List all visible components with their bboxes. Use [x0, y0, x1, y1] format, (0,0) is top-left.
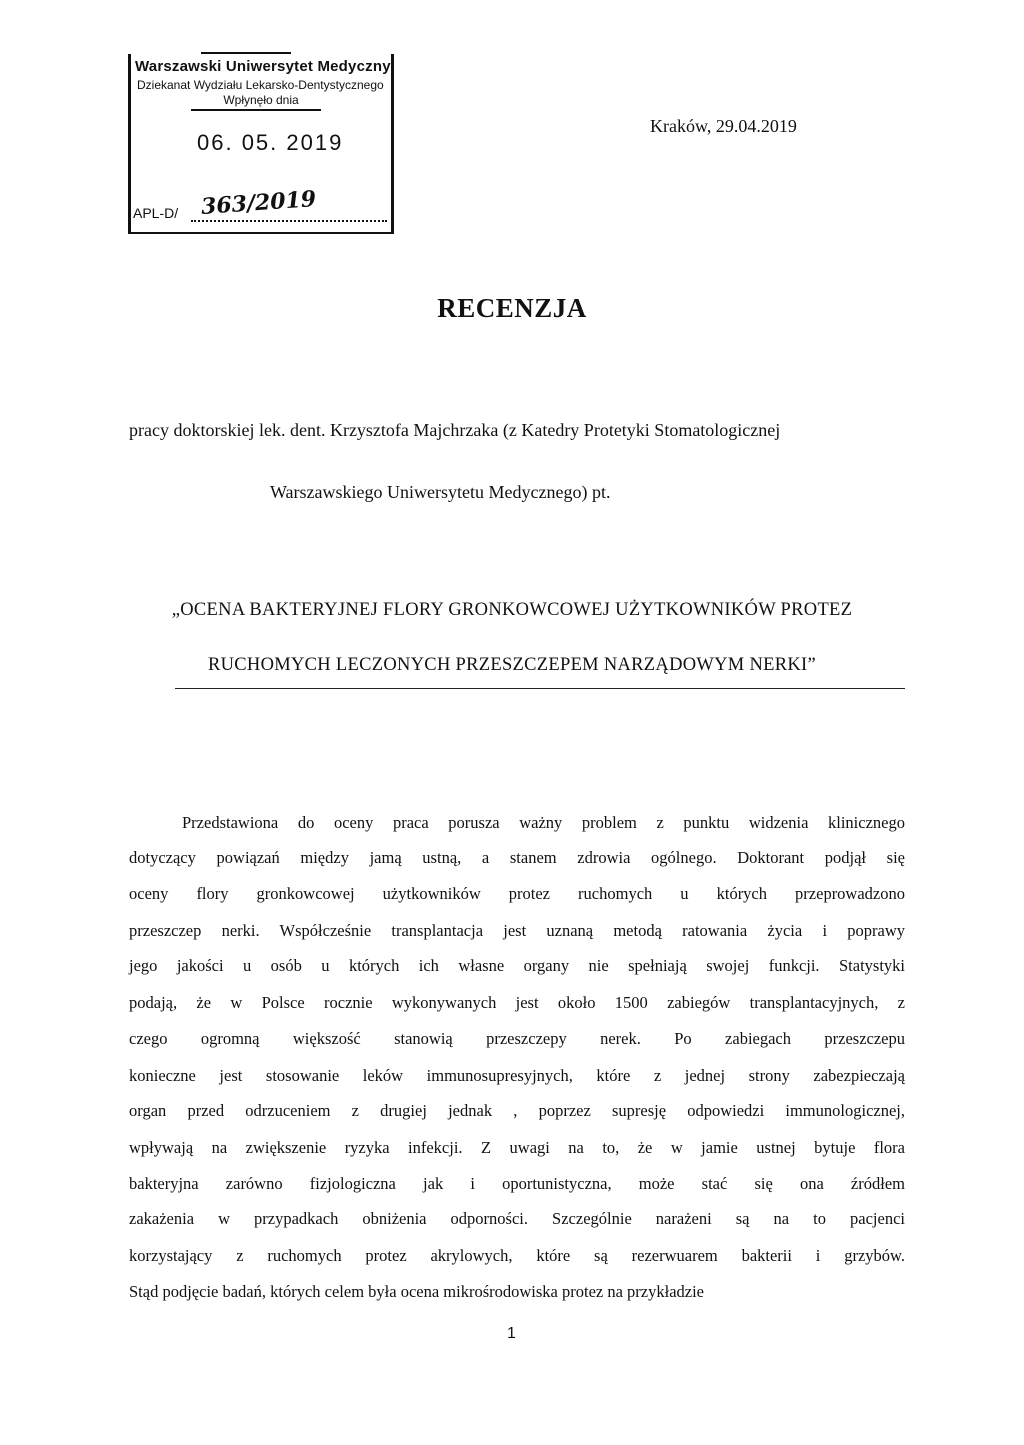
stamp-apl-label: APL-D/ [133, 205, 179, 221]
subtitle-line-1: pracy doktorskiej lek. dent. Krzysztofa Majchrzaka (z Katedry Protetyki Stomatologicznej [129, 420, 781, 440]
stamp-university: Warszawski Uniwersytet Medyczny [135, 58, 391, 75]
stamp-rule [191, 109, 321, 111]
body-line: oceny flory gronkowcowej użytkowników protez ruchomych u których przeprowadzono [129, 884, 905, 903]
document-title: RECENZJA [437, 293, 587, 323]
page-number: 1 [507, 1325, 516, 1342]
stamp-received-label: Wpłynęło dnia [223, 93, 299, 107]
body-line: korzystający z ruchomych protez akrylowych, które są rezerwuarem bakterii i grzybów. [129, 1246, 905, 1265]
stamp-top-rule [201, 52, 291, 54]
body-line: Przedstawiona do oceny praca porusza ważny problem z punktu widzenia klinicznego [182, 813, 905, 832]
stamp-faculty: Dziekanat Wydziału Lekarsko-Dentystycznego [137, 78, 384, 92]
thesis-title-line-2: RUCHOMYCH LECZONYCH PRZESZCZEPEM NARZĄDOWYM NERKI” [207, 655, 817, 675]
body-line: Stąd podjęcie badań, których celem była ocena mikrośrodowiska protez na przykładzie [129, 1282, 704, 1301]
body-line: konieczne jest stosowanie leków immunosupresyjnych, które z jednej strony zabezpieczają [129, 1066, 905, 1085]
body-line: przeszczep nerki. Współcześnie transplantacja jest uznaną metodą ratowania życia i poprawy [129, 921, 905, 940]
stamp-received-date: 06. 05. 2019 [197, 130, 344, 155]
place-and-date: Kraków, 29.04.2019 [650, 116, 797, 136]
stamp-apl-dotted-line [191, 220, 387, 222]
body-line: zakażenia w przypadkach obniżenia odporności. Szczególnie narażeni są na to pacjenci [129, 1209, 905, 1228]
thesis-title-line-1: „OCENA BAKTERYJNEJ FLORY GRONKOWCOWEJ UŻYTKOWNIKÓW PROTEZ [171, 600, 853, 620]
body-line: organ przed odrzuceniem z drugiej jednak , poprzez supresję odpowiedzi immunologicznej, [129, 1101, 905, 1120]
body-line: bakteryjna zarówno fizjologiczna jak i oportunistyczna, może stać się ona źródłem [129, 1174, 905, 1193]
subtitle-line-2: Warszawskiego Uniwersytetu Medycznego) pt. [270, 482, 611, 502]
stamp-apl-number-handwritten: 363/2019 [200, 186, 317, 220]
body-line: wpływają na zwiększenie ryzyka infekcji. Z uwagi na to, że w jamie ustnej bytuje flora [129, 1138, 905, 1157]
body-line: dotyczący powiązań między jamą ustną, a stanem zdrowia ogólnego. Doktorant podjął się [129, 848, 905, 867]
body-line: podają, że w Polsce rocznie wykonywanych jest około 1500 zabiegów transplantacyjnych, z [129, 993, 905, 1012]
thesis-title-underline [175, 688, 905, 689]
body-line: czego ogromną większość stanowią przeszczepy nerek. Po zabiegach przeszczepu [129, 1029, 905, 1048]
receipt-stamp [128, 54, 394, 234]
body-line: jego jakości u osób u których ich własne organy nie spełniają swojej funkcji. Statystyki [129, 956, 905, 975]
